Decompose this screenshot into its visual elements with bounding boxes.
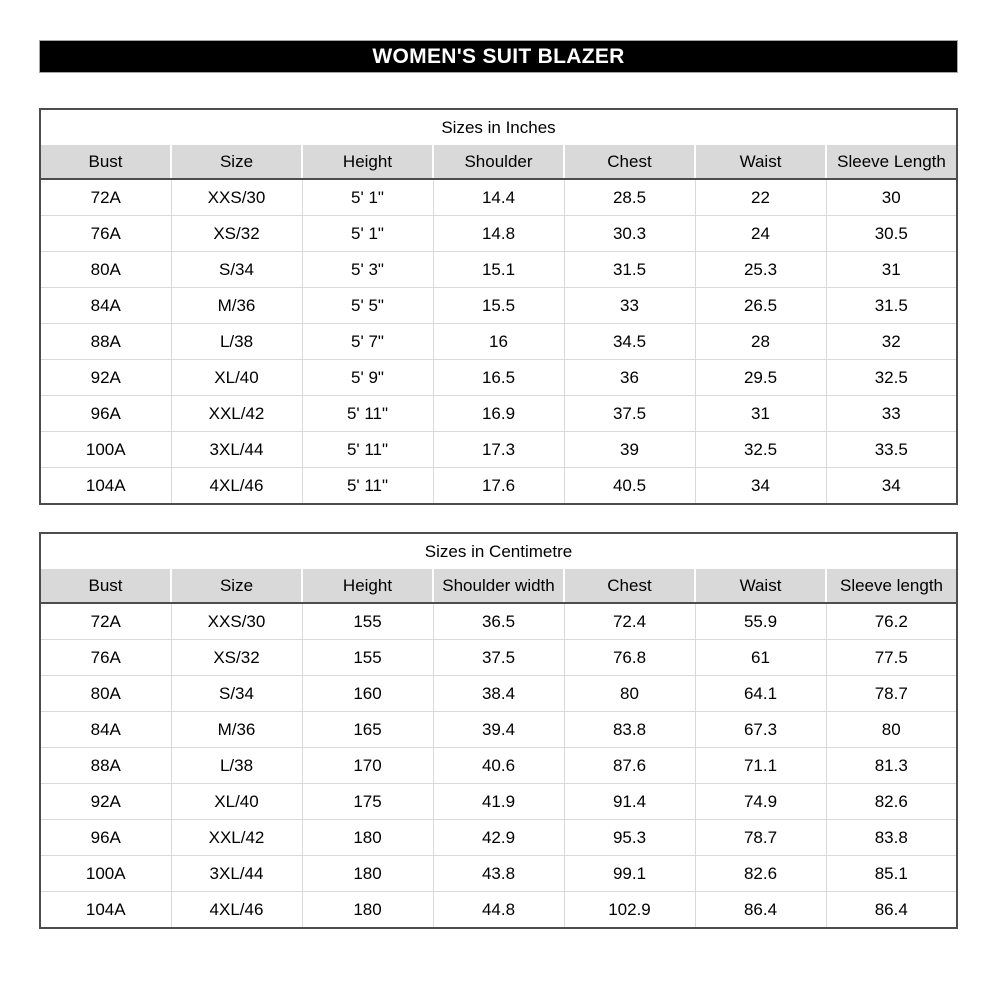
table-cell: 82.6: [695, 856, 826, 892]
table-cell: 82.6: [826, 784, 957, 820]
table-cell: 76.8: [564, 640, 695, 676]
table-cell: 33: [564, 288, 695, 324]
table-cell: 100A: [40, 856, 171, 892]
column-header: Sleeve Length: [826, 146, 957, 180]
table-row: [40, 820, 957, 856]
column-header: Chest: [564, 570, 695, 604]
table-cell: 30.5: [826, 216, 957, 252]
table-cell: 37.5: [433, 640, 564, 676]
table-cell: XS/32: [171, 640, 302, 676]
table-cell: 28: [695, 324, 826, 360]
table-cell: 16: [433, 324, 564, 360]
table-cell: 85.1: [826, 856, 957, 892]
table-cell: 22: [695, 179, 826, 216]
table-cell: 84A: [40, 712, 171, 748]
table-cell: 28.5: [564, 179, 695, 216]
table-cell: XXS/30: [171, 603, 302, 640]
table-cell: 16.9: [433, 396, 564, 432]
table-cell: 41.9: [433, 784, 564, 820]
table-cell: L/38: [171, 324, 302, 360]
table-row: [40, 324, 957, 360]
sizes-in-centimetre-table: [39, 532, 958, 929]
table-row: [40, 360, 957, 396]
column-header: Bust: [40, 570, 171, 604]
table-cell: 95.3: [564, 820, 695, 856]
table-cell: 55.9: [695, 603, 826, 640]
column-header: Size: [171, 570, 302, 604]
table-cell: 76A: [40, 216, 171, 252]
table-cell: 91.4: [564, 784, 695, 820]
table-cell: 30.3: [564, 216, 695, 252]
table-row: [40, 179, 957, 216]
table-cell: 78.7: [826, 676, 957, 712]
table-row: [40, 748, 957, 784]
table-cell: 32.5: [826, 360, 957, 396]
table-cell: XXS/30: [171, 179, 302, 216]
table-header-row: [40, 146, 957, 180]
table-cell: 76.2: [826, 603, 957, 640]
table-cell: 34.5: [564, 324, 695, 360]
table-cell: 34: [826, 468, 957, 505]
table-cell: 81.3: [826, 748, 957, 784]
table-cell: 104A: [40, 892, 171, 929]
table-row: [40, 288, 957, 324]
table-cell: 5' 3": [302, 252, 433, 288]
table-cell: 29.5: [695, 360, 826, 396]
table-cell: 84A: [40, 288, 171, 324]
table-cell: 15.5: [433, 288, 564, 324]
table-cell: 25.3: [695, 252, 826, 288]
table-cell: XXL/42: [171, 396, 302, 432]
table-cell: 4XL/46: [171, 892, 302, 929]
table-cell: 31.5: [826, 288, 957, 324]
table-cell: XL/40: [171, 360, 302, 396]
table-cell: 72A: [40, 603, 171, 640]
table-cell: 5' 11": [302, 432, 433, 468]
table-row: [40, 712, 957, 748]
table-cell: M/36: [171, 712, 302, 748]
table-cell: L/38: [171, 748, 302, 784]
table-cell: 83.8: [564, 712, 695, 748]
table-row: [40, 396, 957, 432]
table-cell: 39.4: [433, 712, 564, 748]
table-cell: 16.5: [433, 360, 564, 396]
table-caption: Sizes in Inches: [40, 109, 957, 146]
table-cell: 64.1: [695, 676, 826, 712]
table-cell: 42.9: [433, 820, 564, 856]
column-header: Shoulder width: [433, 570, 564, 604]
table-cell: 17.3: [433, 432, 564, 468]
table-cell: 71.1: [695, 748, 826, 784]
column-header: Waist: [695, 146, 826, 180]
table-cell: 99.1: [564, 856, 695, 892]
table-cell: 24: [695, 216, 826, 252]
table-cell: 96A: [40, 820, 171, 856]
table-cell: 74.9: [695, 784, 826, 820]
column-header: Shoulder: [433, 146, 564, 180]
table-row: [40, 252, 957, 288]
table-cell: S/34: [171, 676, 302, 712]
column-header: Sleeve length: [826, 570, 957, 604]
table-cell: 31: [826, 252, 957, 288]
table-cell: 36.5: [433, 603, 564, 640]
table-cell: 155: [302, 640, 433, 676]
table-cell: XL/40: [171, 784, 302, 820]
table-row: [40, 784, 957, 820]
table-cell: 155: [302, 603, 433, 640]
table-caption: Sizes in Centimetre: [40, 533, 957, 570]
table-cell: 102.9: [564, 892, 695, 929]
product-title: WOMEN'S SUIT BLAZER: [372, 44, 625, 68]
table-caption-row: [40, 109, 957, 146]
table-cell: 165: [302, 712, 433, 748]
table-cell: 87.6: [564, 748, 695, 784]
table-cell: 96A: [40, 396, 171, 432]
table-cell: 83.8: [826, 820, 957, 856]
table-cell: 5' 11": [302, 396, 433, 432]
table-cell: 17.6: [433, 468, 564, 505]
table-cell: 5' 9": [302, 360, 433, 396]
table-row: [40, 468, 957, 505]
table-cell: 100A: [40, 432, 171, 468]
table-cell: 3XL/44: [171, 432, 302, 468]
table-cell: 92A: [40, 360, 171, 396]
table-cell: 30: [826, 179, 957, 216]
table-cell: 67.3: [695, 712, 826, 748]
product-title-banner: [39, 40, 958, 73]
table-caption-row: [40, 533, 957, 570]
table-cell: 34: [695, 468, 826, 505]
table-row: [40, 432, 957, 468]
table-cell: 36: [564, 360, 695, 396]
table-cell: 32: [826, 324, 957, 360]
table-cell: 5' 11": [302, 468, 433, 505]
table-cell: 180: [302, 892, 433, 929]
table-cell: 180: [302, 856, 433, 892]
table-row: [40, 216, 957, 252]
table-cell: 15.1: [433, 252, 564, 288]
table-cell: 78.7: [695, 820, 826, 856]
table-cell: 43.8: [433, 856, 564, 892]
table-cell: S/34: [171, 252, 302, 288]
table-cell: 33.5: [826, 432, 957, 468]
table-cell: 38.4: [433, 676, 564, 712]
table-cell: 26.5: [695, 288, 826, 324]
table-cell: 88A: [40, 748, 171, 784]
table-cell: 5' 7": [302, 324, 433, 360]
table-cell: 31: [695, 396, 826, 432]
table-cell: M/36: [171, 288, 302, 324]
table-cell: 77.5: [826, 640, 957, 676]
table-cell: 5' 1": [302, 216, 433, 252]
table-row: [40, 640, 957, 676]
table-header-row: [40, 570, 957, 604]
table-cell: 86.4: [826, 892, 957, 929]
table-cell: 33: [826, 396, 957, 432]
column-header: Chest: [564, 146, 695, 180]
table-cell: 80A: [40, 676, 171, 712]
table-cell: 170: [302, 748, 433, 784]
table-cell: 175: [302, 784, 433, 820]
column-header: Size: [171, 146, 302, 180]
table-cell: 92A: [40, 784, 171, 820]
table-cell: 72A: [40, 179, 171, 216]
table-cell: 61: [695, 640, 826, 676]
table-row: [40, 603, 957, 640]
table-cell: 31.5: [564, 252, 695, 288]
table-cell: XXL/42: [171, 820, 302, 856]
table-cell: 86.4: [695, 892, 826, 929]
column-header: Height: [302, 146, 433, 180]
table-cell: 44.8: [433, 892, 564, 929]
table-cell: 5' 1": [302, 179, 433, 216]
column-header: Waist: [695, 570, 826, 604]
column-header: Height: [302, 570, 433, 604]
table-cell: 88A: [40, 324, 171, 360]
table-cell: 72.4: [564, 603, 695, 640]
table-row: [40, 676, 957, 712]
table-row: [40, 892, 957, 929]
column-header: Bust: [40, 146, 171, 180]
table-cell: 160: [302, 676, 433, 712]
sizes-in-inches-table: [39, 108, 958, 505]
table-cell: 5' 5": [302, 288, 433, 324]
table-cell: 104A: [40, 468, 171, 505]
table-cell: 76A: [40, 640, 171, 676]
table-cell: XS/32: [171, 216, 302, 252]
table-cell: 37.5: [564, 396, 695, 432]
table-cell: 3XL/44: [171, 856, 302, 892]
table-cell: 40.6: [433, 748, 564, 784]
table-cell: 14.8: [433, 216, 564, 252]
table-cell: 80: [826, 712, 957, 748]
table-cell: 80: [564, 676, 695, 712]
table-cell: 32.5: [695, 432, 826, 468]
table-cell: 80A: [40, 252, 171, 288]
table-cell: 39: [564, 432, 695, 468]
table-cell: 4XL/46: [171, 468, 302, 505]
table-cell: 180: [302, 820, 433, 856]
table-cell: 40.5: [564, 468, 695, 505]
table-row: [40, 856, 957, 892]
table-cell: 14.4: [433, 179, 564, 216]
